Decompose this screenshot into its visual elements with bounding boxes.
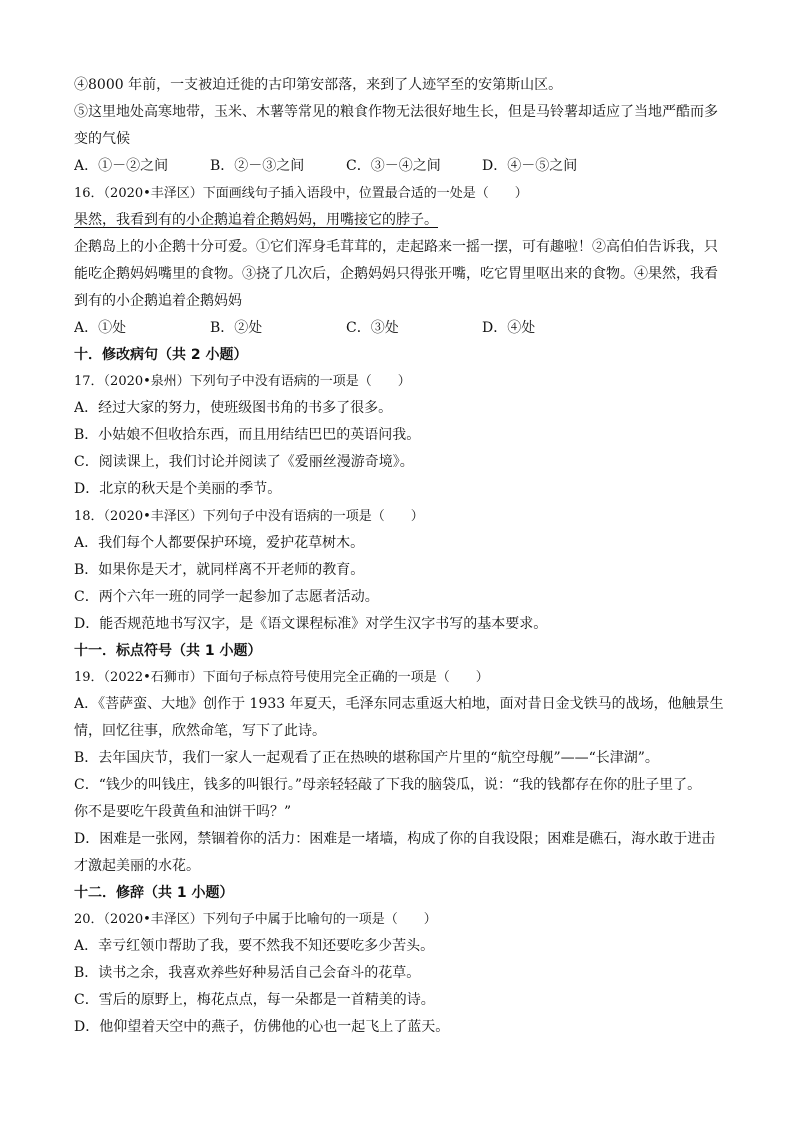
q15-item-4: ④8000 年前，一支被迫迁徙的古印第安部落，来到了人迹罕至的安第斯山区。 [74,77,563,93]
q20-option-d[interactable]: D．他仰望着天空中的燕子，仿佛他的心也一起飞上了蓝天。 [74,1019,450,1035]
q16-option-d[interactable]: D．④处 [482,320,536,336]
q16-passage-line-1: 企鹅岛上的小企鹅十分可爱。①它们浑身毛茸茸的，走起路来一摇一摆，可有趣啦！②高伯伯告诉我，只 [74,239,718,255]
q16-option-c[interactable]: C．③处 [346,320,399,336]
q15-option-c[interactable]: C．③－④之间 [346,158,441,174]
q18-option-d[interactable]: D．能否规范地书写汉字，是《语文课程标准》对学生汉字书写的基本要求。 [74,616,548,632]
q18-option-a[interactable]: A．我们每个人都要保护环境，爱护花草树木。 [74,535,365,551]
q17-option-d[interactable]: D．北京的秋天是个美丽的季节。 [74,481,282,497]
section-heading-sentence-correction: 十．修改病句（共 2 小题） [74,347,248,363]
q15-item-5-line-1: ⑤这里地处高寒地带，玉米、木薯等常见的粮食作物无法很好地生长，但是马铃薯却适应了当地严酷而多 [74,104,718,120]
q17-option-c[interactable]: C．阅读课上，我们讨论并阅读了《爱丽丝漫游奇境》。 [74,454,414,470]
q15-option-a[interactable]: A．①－②之间 [74,158,169,174]
section-heading-punctuation: 十一．标点符号（共 1 小题） [74,643,262,659]
worksheet-page [74,72,724,1041]
q19-option-a-line-2[interactable]: 情，回忆往事，欣然命笔，写下了此诗。 [74,723,326,739]
q19-stem: 19．（2022•石狮市）下面句子标点符号使用完全正确的一项是（ ） [74,670,489,685]
q18-option-c[interactable]: C．两个六年一班的同学一起参加了志愿者活动。 [74,589,379,605]
section-heading-rhetoric: 十二．修辞（共 1 小题） [74,885,234,901]
q20-option-b[interactable]: B．读书之余，我喜欢养些好种易活自己会奋斗的花草。 [74,965,421,981]
q20-option-c[interactable]: C．雪后的原野上，梅花点点，每一朵都是一首精美的诗。 [74,992,435,1008]
q16-option-a[interactable]: A．①处 [74,320,127,336]
q16-options [74,315,724,342]
q15-options [74,153,724,180]
q15-item-5-line-2: 变的气候 [74,131,130,147]
q16-option-b[interactable]: B．②处 [210,320,263,336]
q18-stem: 18．（2020•丰泽区）下列句子中没有语病的一项是（ ） [74,509,424,524]
q19-option-c-line-1[interactable]: C．“钱少的叫钱庄，钱多的叫银行。”母亲轻轻敲了下我的脑袋瓜，说：“我的钱都存在你的肚子里了。 [74,777,702,793]
q20-option-a[interactable]: A．幸亏红领巾帮助了我，要不然我不知还要吃多少苦头。 [74,938,435,954]
q18-option-b[interactable]: B．如果你是天才，就同样离不开老师的教育。 [74,562,365,578]
q20-stem: 20．（2020•丰泽区）下列句子中属于比喻句的一项是（ ） [74,912,437,927]
q16-stem: 16．（2020•丰泽区）下面画线句子插入语段中，位置最合适的一处是（ ） [74,186,528,201]
q16-underlined-sentence: 果然，我看到有的小企鹅追着企鹅妈妈，用嘴接它的脖子。 [74,212,438,228]
q17-option-a[interactable]: A．经过大家的努力，使班级图书角的书多了很多。 [74,400,393,416]
q15-option-d[interactable]: D．④－⑤之间 [482,158,578,174]
q16-passage-line-2: 能吃企鹅妈妈嘴里的食物。③挠了几次后，企鹅妈妈只得张开嘴，吃它胃里呕出来的食物。④果然，我看 [74,266,718,282]
q19-option-d-line-2[interactable]: 才激起美丽的水花。 [74,858,200,874]
q19-option-b[interactable]: B．去年国庆节，我们一家人一起观看了正在热映的堪称国产片里的“航空母舰”——“长津湖”。 [74,750,659,766]
q19-option-a-line-1[interactable]: A．《菩萨蛮、大地》创作于 1933 年夏天，毛泽东同志重返大柏地，面对昔日金戈铁马的战场，他触景生 [74,696,724,712]
q19-option-c-line-2[interactable]: 你不是要吃午段黄鱼和油饼干吗？” [74,804,292,820]
q17-stem: 17．（2020•泉州）下列句子中没有语病的一项是（ ） [74,374,411,389]
q16-passage-line-3: 到有的小企鹅追着企鹅妈妈 [74,293,242,309]
q17-option-b[interactable]: B．小姑娘不但收拾东西，而且用结结巴巴的英语问我。 [74,427,421,443]
q15-option-b[interactable]: B．②－③之间 [210,158,305,174]
q19-option-d-line-1[interactable]: D．困难是一张网，禁锢着你的活力：困难是一堵墙，构成了你的自我设限；困难是礁石，海水敢于进击 [74,831,716,847]
